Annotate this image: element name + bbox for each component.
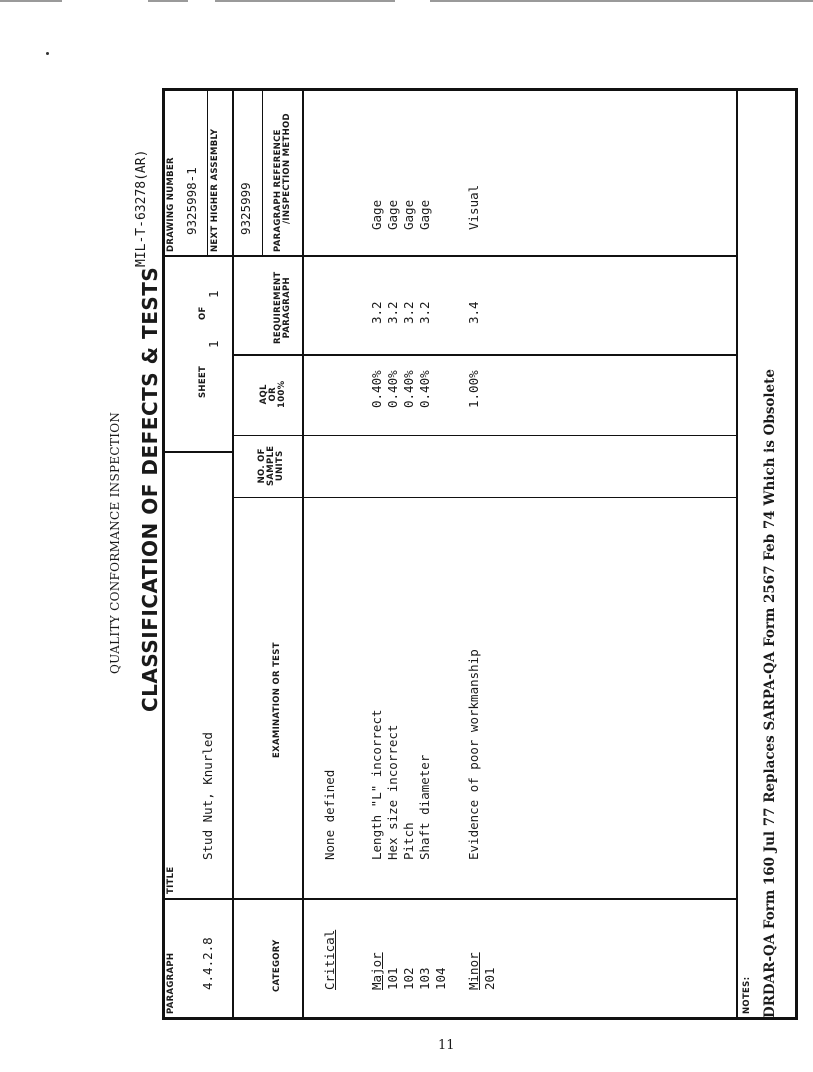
sheet-value: 1 xyxy=(206,340,221,348)
minor-row-code: 201 xyxy=(482,967,497,990)
major-row-method: Gage xyxy=(369,199,384,230)
aql-line-3: 100% xyxy=(277,380,287,408)
notes-label: NOTES: xyxy=(742,976,752,1014)
next-higher-assembly-label: NEXT HIGHER ASSEMBLY xyxy=(210,128,220,252)
spec-number: MIL-T-63278(AR) xyxy=(134,149,149,267)
minor-row-method: Visual xyxy=(466,184,481,230)
major-row-aql: 0.40% xyxy=(401,370,416,408)
next-higher-assembly-value: 9325999 xyxy=(238,182,253,235)
category-minor: Minor xyxy=(466,952,481,990)
of-value: 1 xyxy=(206,290,221,298)
drawing-number-label: DRAWING NUMBER xyxy=(166,157,176,252)
aql-line-1: AQL xyxy=(259,384,269,405)
major-row-aql: 0.40% xyxy=(385,370,400,408)
major-row-description: Length "L" incorrect xyxy=(369,709,384,860)
minor-row-requirement: 3.4 xyxy=(466,301,481,324)
page-number: 11 xyxy=(438,1038,455,1053)
defects-table xyxy=(162,88,798,1020)
sample-units-line-1: NO. OF xyxy=(257,448,267,484)
major-row-requirement: 3.2 xyxy=(417,301,432,324)
scan-speck xyxy=(46,52,49,55)
sample-units-line-3: UNITS xyxy=(275,450,285,482)
column-header-aql xyxy=(260,381,287,408)
form-footer: DRDAR-QA Form 160 Jul 77 Replaces SARPA-QA Form 2567 Feb 74 Which is Obsolete xyxy=(762,369,778,1018)
category-critical: Critical xyxy=(322,929,337,990)
drawing-number-value: 9325998-1 xyxy=(184,167,199,235)
major-row-requirement: 3.2 xyxy=(369,301,384,324)
sample-units-line-2: SAMPLE xyxy=(266,445,276,486)
aql-line-2: OR xyxy=(268,387,278,402)
major-row-method: Gage xyxy=(417,199,432,230)
scan-edge xyxy=(0,0,813,3)
rotated-form-page xyxy=(96,82,786,1052)
column-header-category: CATEGORY xyxy=(272,939,282,992)
requirement-line-1: REQUIREMENT xyxy=(273,271,283,344)
major-row-aql: 0.40% xyxy=(369,370,384,408)
major-row-code: 102 xyxy=(401,967,416,990)
critical-description: None defined xyxy=(322,769,337,860)
major-row-code: 101 xyxy=(385,967,400,990)
title-value: Stud Nut, Knurled xyxy=(200,732,215,860)
sheet-label: SHEET xyxy=(198,365,208,398)
title-label: TITLE xyxy=(166,866,176,894)
column-header-sample-units xyxy=(258,446,285,486)
major-row-code: 104 xyxy=(433,967,448,990)
minor-row-aql: 1.00% xyxy=(466,370,481,408)
major-row-requirement: 3.2 xyxy=(385,301,400,324)
requirement-line-2: PARAGRAPH xyxy=(282,277,292,339)
category-major: Major xyxy=(369,952,384,990)
of-label: OF xyxy=(198,306,208,320)
column-header-requirement xyxy=(274,272,292,344)
major-row-method: Gage xyxy=(385,199,400,230)
major-row-description: Shaft diameter xyxy=(417,754,432,860)
major-row-method: Gage xyxy=(401,199,416,230)
reference-line-2: /INSPECTION METHOD xyxy=(282,113,292,224)
major-row-requirement: 3.2 xyxy=(401,301,416,324)
column-header-reference xyxy=(274,113,292,252)
paragraph-label: PARAGRAPH xyxy=(166,952,176,1014)
document-subtitle: QUALITY CONFORMANCE INSPECTION xyxy=(108,411,122,674)
reference-line-1: PARAGRAPH REFERENCE xyxy=(273,129,283,252)
paragraph-value: 4.4.2.8 xyxy=(200,937,215,990)
column-header-examination: EXAMINATION OR TEST xyxy=(272,642,282,758)
minor-row-description: Evidence of poor workmanship xyxy=(466,649,481,860)
major-row-code: 103 xyxy=(417,967,432,990)
major-row-description: Hex size incorrect xyxy=(385,724,400,860)
document-title: CLASSIFICATION OF DEFECTS & TESTS xyxy=(138,266,162,712)
major-row-aql: 0.40% xyxy=(417,370,432,408)
major-row-description: Pitch xyxy=(401,822,416,860)
